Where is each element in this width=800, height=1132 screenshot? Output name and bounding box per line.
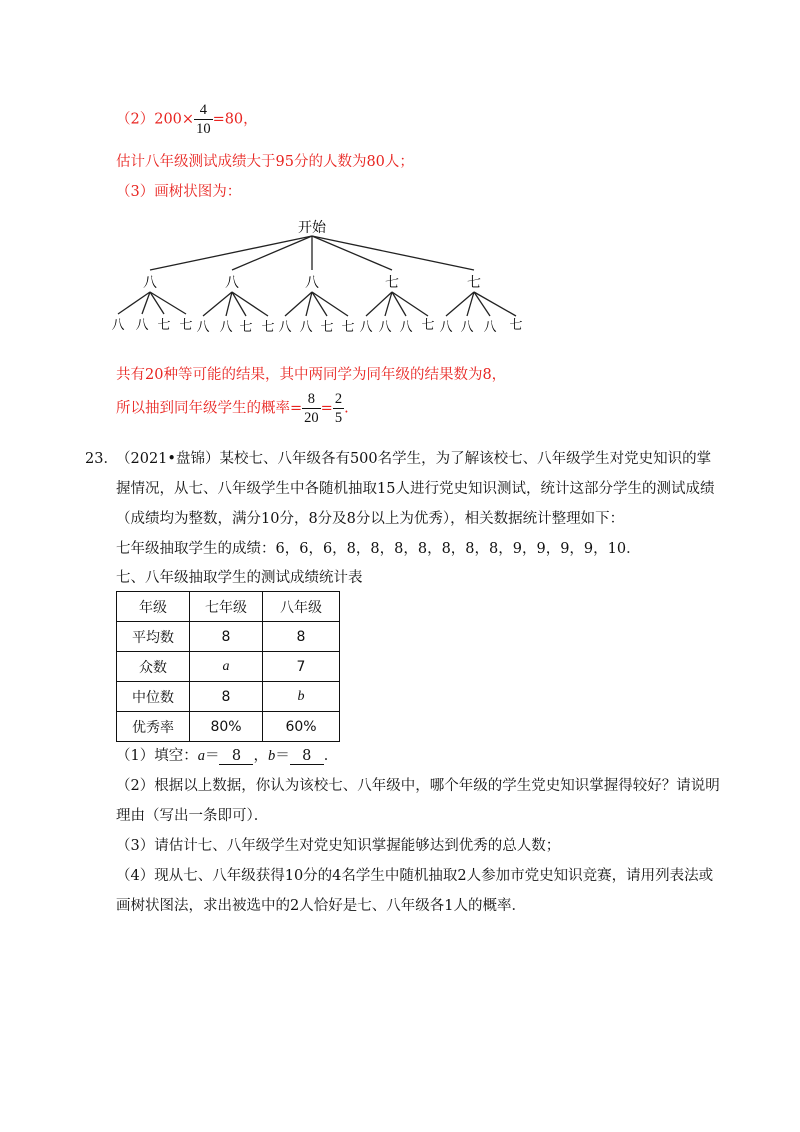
tree-l2-node: 七 <box>509 318 523 333</box>
question-3: （3）请估计七、八年级学生对党史知识掌握能够达到优秀的总人数； <box>116 838 561 854</box>
table-header-row <box>117 592 340 622</box>
tree-l2-node: 八 <box>278 320 292 335</box>
part2-conclusion: 估计八年级测试成绩大于95分的人数为80人； <box>116 154 414 170</box>
tree-l2-node: 七 <box>341 320 355 335</box>
table-cell: 7 <box>263 652 340 682</box>
prob-num2: 2 <box>334 391 343 407</box>
prob-fraction-2 <box>333 390 344 427</box>
table-cell: 中位数 <box>117 682 190 712</box>
problem-line-2: 握情况，从七、八年级学生中各随机抽取15人进行党史知识测试，统计这部分学生的测试成绩 <box>116 481 715 497</box>
prob-fraction-1 <box>302 390 321 427</box>
question-2-line-2: 理由（写出一条即可）． <box>116 808 269 824</box>
problem-line-1: （2021•盘锦）某校七、八年级各有500名学生，为了解该校七、八年级学生对党史知识的掌 <box>116 451 712 467</box>
q1-b-answer: 8 <box>290 748 324 765</box>
prob-eq: = <box>320 400 333 417</box>
q1-eq1: ＝ <box>204 748 220 764</box>
q1-sep: ， <box>253 748 268 764</box>
tree-l2-node: 七 <box>320 320 334 335</box>
problem-line-4: 七年级抽取学生的成绩：6，6，6，8，8，8，8，8，8，8，9，9，9，9，10． <box>116 541 641 557</box>
tree-l2-node: 八 <box>460 320 474 335</box>
prob-num1: 8 <box>302 390 321 409</box>
tree-root: 开始 <box>298 220 326 236</box>
table-row <box>117 652 340 682</box>
q1-eq2: ＝ <box>275 748 290 764</box>
table-title: 七、八年级抽取学生的测试成绩统计表 <box>116 570 363 586</box>
q1-b-var: b <box>267 748 276 764</box>
tree-l1-node: 八 <box>225 275 239 291</box>
result-text: 共有20种等可能的结果，其中两同学为同年级的结果数为8， <box>116 367 507 383</box>
q1-a-var: a <box>197 748 205 764</box>
tree-l2-node: 七 <box>157 318 171 333</box>
table-cell: 8 <box>190 622 263 652</box>
tree-diagram <box>100 212 540 337</box>
q1-a-answer: 8 <box>219 748 253 765</box>
table-cell: 众数 <box>117 652 190 682</box>
table-row <box>117 712 340 742</box>
table-cell: 8 <box>190 682 263 712</box>
tree-l2-node: 八 <box>299 320 313 335</box>
tree-l1-node: 八 <box>305 275 319 291</box>
tree-l2-node: 八 <box>439 320 453 335</box>
tree-l2-node: 八 <box>378 320 392 335</box>
prob-prefix: 所以抽到同年级学生的概率= <box>116 400 303 417</box>
table-cell: a <box>190 652 263 682</box>
tree-l2-node: 八 <box>219 320 233 335</box>
tree-l2-node: 八 <box>111 318 125 333</box>
tree-l2-node: 七 <box>421 318 435 333</box>
part2-label: （2） <box>116 111 155 128</box>
tree-l1-node: 八 <box>143 275 157 291</box>
tree-l2-node: 七 <box>261 320 275 335</box>
tree-l2-node: 八 <box>196 320 210 335</box>
problem-number: 23． <box>85 451 118 467</box>
prob-den1: 20 <box>304 410 319 426</box>
tree-l2-node: 八 <box>135 318 149 333</box>
prob-den2: 5 <box>334 410 343 426</box>
q1-end: ． <box>323 748 339 764</box>
tree-l2-node: 七 <box>239 320 253 335</box>
table-row <box>117 682 340 712</box>
tree-l1-node: 七 <box>385 275 399 291</box>
tree-l2-node: 八 <box>483 320 497 335</box>
question-4-line-1: （4）现从七、八年级获得10分的4名学生中随机抽取2人参加市党史知识竞赛，请用列表法或 <box>116 868 714 884</box>
table-cell: 60% <box>263 712 340 742</box>
tree-l1-node: 七 <box>467 275 481 291</box>
probability-line <box>116 390 349 427</box>
part2-fraction <box>194 101 213 138</box>
question-2-line-1: （2）根据以上数据，你认为该校七、八年级中，哪个年级的学生党史知识掌握得较好？请说明 <box>116 778 720 794</box>
table-header-cell: 八年级 <box>263 592 340 622</box>
table-header-cell: 年级 <box>117 592 190 622</box>
part2-frac-num: 4 <box>194 101 213 120</box>
problem-line-3: （成绩均为整数，满分10分，8分及8分以上为优秀），相关数据统计整理如下： <box>116 511 625 527</box>
part2-line <box>116 101 258 138</box>
table-cell: 优秀率 <box>117 712 190 742</box>
prob-end: . <box>344 400 349 417</box>
table-cell: 80% <box>190 712 263 742</box>
table-cell: b <box>263 682 340 712</box>
part2-expr-prefix: 200× <box>154 111 195 128</box>
tree-l2-node: 七 <box>179 318 193 333</box>
part2-frac-den: 10 <box>196 121 211 137</box>
question-4-line-2: 画树状图法，求出被选中的2人恰好是七、八年级各1人的概率． <box>116 898 526 914</box>
table-row <box>117 622 340 652</box>
part2-expr-suffix: =80， <box>212 111 258 128</box>
stats-table <box>116 591 340 742</box>
table-cell: 平均数 <box>117 622 190 652</box>
part3-label: （3）画树状图为： <box>116 184 242 200</box>
tree-l2-node: 八 <box>359 320 373 335</box>
q1-prefix: （1）填空： <box>116 748 198 764</box>
question-1 <box>116 744 338 765</box>
table-cell: 8 <box>263 622 340 652</box>
tree-l2-node: 八 <box>399 320 413 335</box>
table-header-cell: 七年级 <box>190 592 263 622</box>
